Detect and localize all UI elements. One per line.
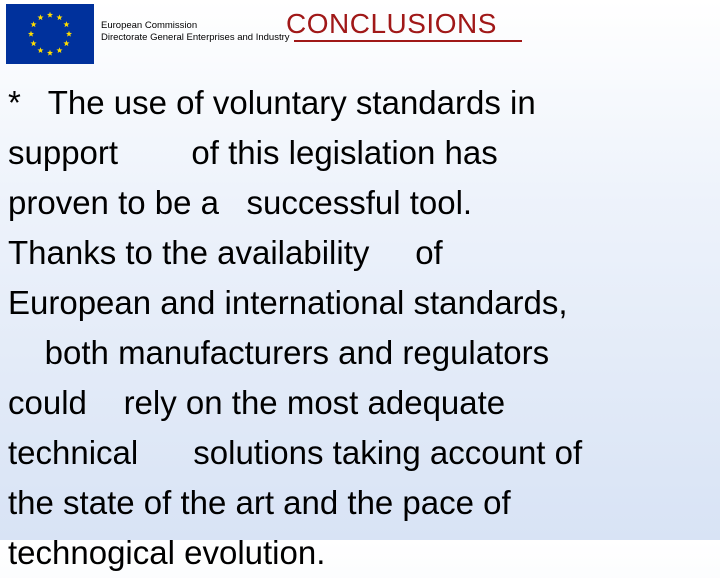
slide-title: CONCLUSIONS [286, 8, 497, 39]
conclusion-text [8, 78, 716, 578]
text-line: could rely on the most adequate [8, 384, 506, 421]
eu-flag-icon [6, 4, 94, 64]
directorate-name: Directorate General Enterprises and Industry [101, 32, 290, 43]
eu-flag-svg [6, 4, 94, 64]
text-line: the state of the art and the pace of [8, 484, 511, 521]
text-line: technical solutions taking account of [8, 434, 583, 471]
text-line: technogical evolution. [8, 534, 326, 571]
text-line: proven to be a successful tool. [8, 184, 473, 221]
organization-name: European Commission [101, 20, 198, 31]
text-line: European and international standards, [8, 284, 568, 321]
text-line: Thanks to the availability of [8, 234, 443, 271]
text-line: both manufacturers and regulators [8, 334, 550, 371]
text-line: support of this legislation has [8, 134, 498, 171]
text-line: * The use of voluntary standards in [8, 84, 536, 121]
title-underline [294, 40, 522, 42]
